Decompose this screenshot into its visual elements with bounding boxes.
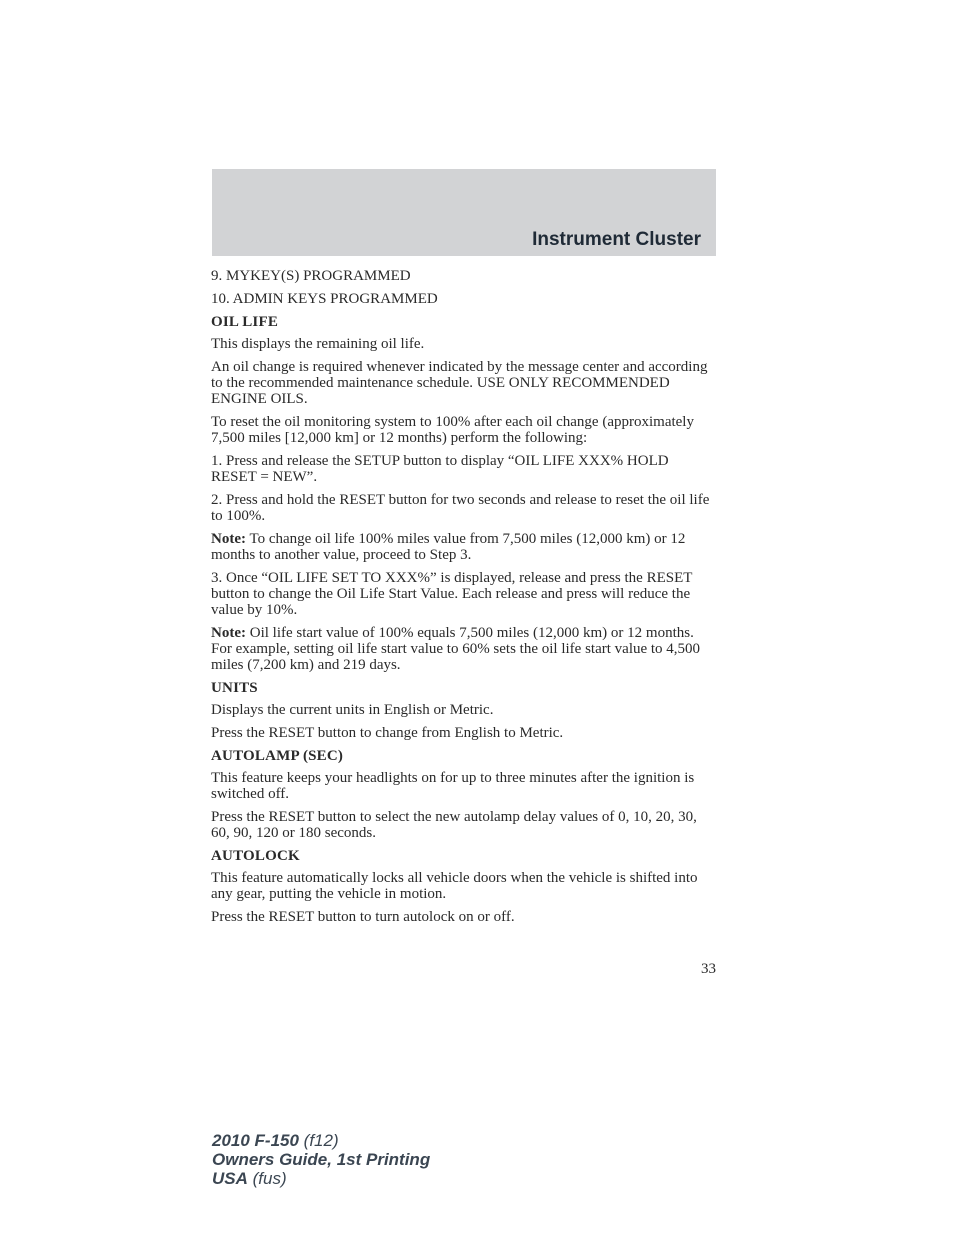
section-header-band: [212, 169, 716, 256]
page-body: [211, 268, 717, 932]
section-title: Instrument Cluster: [532, 229, 701, 250]
oil-life-step-1: 1. Press and release the SETUP button to display “OIL LIFE XXX% HOLD RESET = NEW”.: [211, 453, 669, 485]
oil-life-step-2: 2. Press and hold the RESET button for two seconds and release to reset the oil life to 100%.: [211, 492, 710, 524]
heading-oil-life: OIL LIFE: [211, 314, 279, 330]
oil-life-note-1: [211, 531, 717, 563]
oil-life-reset-info: To reset the oil monitoring system to 100% after each oil change (approximately 7,500 miles [12,000 km] or 12 months) perform the following:: [211, 414, 694, 446]
heading-autolock: AUTOLOCK: [211, 848, 300, 864]
oil-life-note-2: [211, 625, 717, 673]
autolock-reset-info: Press the RESET button to turn autolock on or off.: [211, 909, 515, 925]
note-text: To change oil life 100% miles value from 7,500 miles (12,000 km) or 12 months to another value, proceed to Step 3.: [211, 531, 686, 563]
heading-autolamp: AUTOLAMP (SEC): [211, 748, 344, 764]
page-number: 33: [701, 961, 716, 977]
oil-life-step-3: 3. Once “OIL LIFE SET TO XXX%” is displayed, release and press the RESET button to change the Oil Life Start Value. Each release and press will reduce the value by 10%.: [211, 570, 693, 618]
list-item-mykeys: 9. MYKEY(S) PROGRAMMED: [211, 268, 411, 284]
units-description: Displays the current units in English or Metric.: [211, 702, 494, 718]
autolamp-description: This feature keeps your headlights on for up to three minutes after the ignition is switched off.: [211, 770, 695, 802]
note-text: Oil life start value of 100% equals 7,500 miles (12,000 km) or 12 months. For example, setting oil life start value to 60% sets the oil life start value to 4,500 miles (7,200 km) and 219 days.: [211, 625, 701, 673]
footer-model-code: (f12): [298, 1131, 339, 1150]
list-item-admin-keys: 10. ADMIN KEYS PROGRAMMED: [211, 291, 438, 307]
oil-life-intro: This displays the remaining oil life.: [211, 336, 425, 352]
footer-model: 2010 F-150: [212, 1131, 299, 1150]
footer-line-guide: Owners Guide, 1st Printing: [212, 1150, 431, 1169]
autolamp-reset-info: Press the RESET button to select the new autolamp delay values of 0, 10, 20, 30, 60, 90, 120 or 180 seconds.: [211, 809, 697, 841]
footer-market: USA: [212, 1169, 248, 1188]
footer-line-market: [212, 1169, 430, 1188]
oil-life-change-info: An oil change is required whenever indicated by the message center and according to the recommended maintenance schedule. USE ONLY RECOMMENDED ENGINE OILS.: [211, 359, 708, 407]
heading-units: UNITS: [211, 680, 258, 696]
autolock-description: This feature automatically locks all vehicle doors when the vehicle is shifted into any gear, putting the vehicle in motion.: [211, 870, 698, 902]
footer-line-model: [212, 1131, 430, 1150]
document-footer: [212, 1131, 430, 1188]
footer-market-code: (fus): [247, 1169, 287, 1188]
note-label: Note:: [211, 625, 246, 641]
units-reset-info: Press the RESET button to change from English to Metric.: [211, 725, 564, 741]
note-label: Note:: [211, 531, 246, 547]
